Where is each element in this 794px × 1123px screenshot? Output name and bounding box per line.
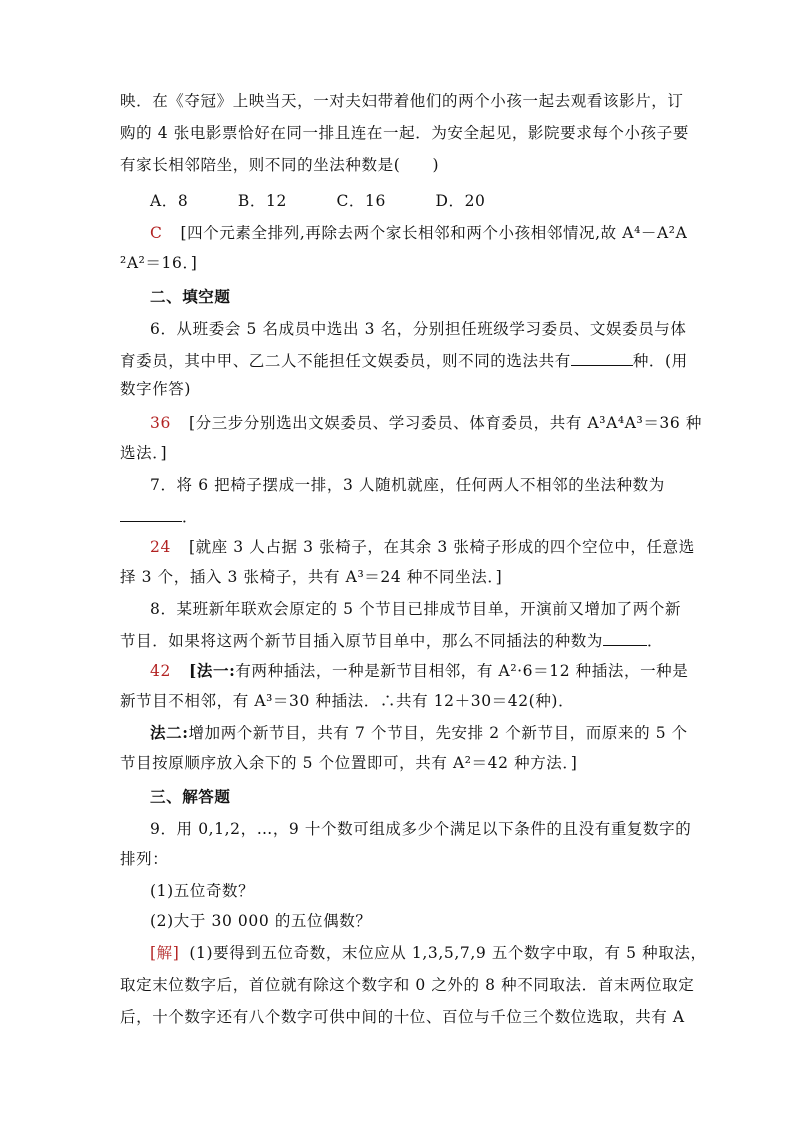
- text-line: [120, 630, 680, 652]
- text-line: 取定末位数字后，首位就有除这个数字和 0 之外的 8 种不同取法．首末两位取定: [120, 976, 695, 994]
- text-line: [150, 722, 710, 744]
- answer-mark: 42: [150, 662, 171, 680]
- option-c: C．16: [336, 192, 386, 210]
- section-heading: 二、填空题: [150, 287, 231, 306]
- text-line: 6．从班委会 5 名成员中选出 3 名，分别担任班级学习委员、文娱委员与体: [150, 320, 687, 338]
- text-line: 有家长相邻陪坐，则不同的坐法种数是( ): [120, 156, 440, 174]
- text-line: 9．用 0,1,2，…，9 十个数可组成多少个满足以下条件的且没有重复数字的: [150, 820, 692, 838]
- text-line: 选法．]: [120, 444, 168, 462]
- method-label: [法一:: [188, 661, 236, 680]
- solution-line: [150, 942, 710, 964]
- solution-text: (1)要得到五位奇数，末位应从 1,3,5,7,9 五个数字中取，有 5 种取法，: [189, 944, 707, 962]
- solution-label: [解]: [150, 944, 180, 962]
- text-line: 排列：: [120, 850, 169, 868]
- text-line: 择 3 个，插入 3 张椅子，共有 A³＝24 种不同坐法．]: [120, 568, 503, 586]
- answer-mark: 24: [150, 538, 171, 556]
- text-span: 节目．如果将这两个新节目插入原节目单中，那么不同插法的种数为: [120, 632, 604, 650]
- explanation-text: 有两种插法，一种是新节目相邻，有 A²·6＝12 种插法，一种是: [235, 662, 689, 680]
- q6-explanation: [150, 412, 710, 434]
- answer-mark: C: [150, 224, 163, 242]
- text-line: 8．某班新年联欢会原定的 5 个节目已排成节目单，开演前又增加了两个新: [150, 600, 682, 618]
- text-span: 种．(用: [632, 352, 688, 370]
- q7-explanation: [150, 536, 710, 558]
- answer-blank: [571, 351, 633, 366]
- text-line: ²A²＝16．]: [120, 254, 198, 272]
- text-line: [120, 350, 688, 372]
- text-span: ．: [647, 632, 664, 650]
- text-line: 后，十个数字还有八个数字可供中间的十位、百位与千位三个数位选取，共有 A: [120, 1008, 685, 1026]
- text-line: 7．将 6 把椅子摆成一排，3 人随机就座，任何两人不相邻的坐法种数为: [150, 476, 665, 494]
- q5-explanation: [150, 222, 710, 244]
- text-line: 数字作答): [120, 380, 192, 398]
- method-label: 法二:: [150, 723, 189, 742]
- explanation-text: [四个元素全排列,再除去两个家长相邻和两个小孩相邻情况,故 A⁴－A²A: [180, 224, 688, 242]
- option-d: D．20: [435, 192, 486, 210]
- explanation-text: [就座 3 人占据 3 张椅子，在其余 3 张椅子形成的四个空位中，任意选: [188, 538, 695, 556]
- option-b: B．12: [237, 192, 287, 210]
- text-line: 映．在《夺冠》上映当天，一对夫妇带着他们的两个小孩一起去观看该影片，订: [120, 92, 684, 110]
- text-line: (1)五位奇数？: [150, 882, 255, 900]
- text-line: 购的 4 张电影票恰好在同一排且连在一起．为安全起见，影院要求每个小孩子要: [120, 124, 689, 142]
- q8-explanation: [150, 660, 710, 682]
- section-heading: 三、解答题: [150, 787, 231, 806]
- answer-mark: 36: [150, 414, 171, 432]
- text-span: 育委员，其中甲、乙二人不能担任文娱委员，则不同的选法共有: [120, 352, 571, 370]
- text-line: (2)大于 30 000 的五位偶数？: [150, 912, 372, 930]
- text-span: ．: [182, 508, 199, 526]
- text-line: [120, 506, 680, 528]
- answer-blank: [120, 507, 182, 522]
- text-line: 节目按原顺序放入余下的 5 个位置即可，共有 A²＝42 种方法．]: [120, 754, 578, 772]
- explanation-text: [分三步分别选出文娱委员、学习委员、体育委员，共有 A³A⁴A³＝36 种: [188, 414, 702, 432]
- option-a: A．8: [150, 192, 189, 210]
- options-row: [150, 190, 710, 212]
- answer-blank: [603, 631, 647, 646]
- explanation-text: 增加两个新节目，共有 7 个节目，先安排 2 个新节目，而原来的 5 个: [188, 724, 688, 742]
- text-line: 新节目不相邻，有 A³＝30 种插法．∴共有 12＋30＝42(种)．: [120, 692, 575, 710]
